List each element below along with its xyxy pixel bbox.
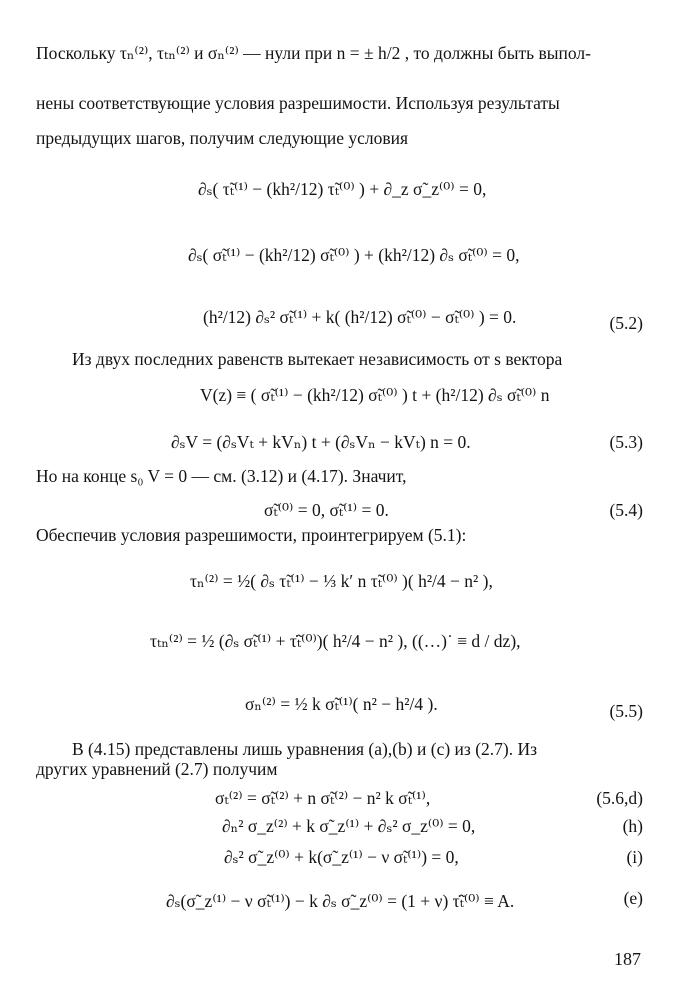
page-number: 187 — [614, 949, 641, 969]
equation-11: ∂ₙ² σ_z⁽²⁾ + k σ̃_z⁽¹⁾ + ∂ₛ² σ_z⁽⁰⁾ = 0, — [222, 816, 476, 836]
equation-9: σₙ⁽²⁾ = ½ k σ̃ₜ⁽¹⁾( n² − h²/4 ). — [245, 694, 438, 714]
paragraph-1-line-2: нены соответствующие условия разрешимости. Используя результаты — [36, 93, 560, 113]
equation-8: τₜₙ⁽²⁾ = ½ (∂ₛ σ̃ₜ⁽¹⁾ + τ̃̇ₜ⁽⁰⁾)( h²/4 − n² ), ((…)˙ ≡ d / dz), — [150, 631, 521, 651]
paragraph-5-line-2: других уравнений (2.7) получим — [36, 759, 278, 779]
equation-3: (h²/12) ∂ₛ² σ̃ₜ⁽¹⁾ + k( (h²/12) σ̃ₜ⁽⁰⁾ − σ̃ₜ⁽⁰⁾ ) = 0. — [203, 307, 517, 327]
paragraph-4: Обеспечив условия разрешимости, проинтегрируем (5.1): — [36, 525, 467, 545]
paragraph-5-line-1: В (4.15) представлены лишь уравнения (a),(b) и (c) из (2.7). Из — [72, 739, 538, 759]
equation-12: ∂ₛ² σ̃_z⁽⁰⁾ + k(σ̃_z⁽¹⁾ − ν σ̃ₜ⁽¹⁾) = 0, — [224, 847, 459, 867]
equation-2: ∂ₛ( σ̃ₜ⁽¹⁾ − (kh²/12) σ̃ₜ⁽⁰⁾ ) + (kh²/12) ∂ₛ σ̃ₜ⁽⁰⁾ = 0, — [188, 245, 520, 265]
paragraph-2: Из двух последних равенств вытекает независимость от s вектора — [72, 349, 563, 369]
equation-10: σₜ⁽²⁾ = σ̃ₜ⁽²⁾ + n σ̃ₜ⁽²⁾ − n² k σ̃ₜ⁽¹⁾, — [215, 788, 431, 808]
equation-number-5-5: (5.5) — [609, 701, 643, 721]
paragraph-1-line-3: предыдущих шагов, получим следующие условия — [36, 128, 409, 148]
equation-number-e: (e) — [623, 888, 643, 908]
equation-13: ∂ₛ(σ̃_z⁽¹⁾ − ν σ̃ₜ⁽¹⁾) − k ∂ₛ σ̃_z⁽⁰⁾ = (1 + ν) τ̃̇ₜ⁽⁰⁾ ≡ A. — [166, 891, 515, 911]
equation-7: τₙ⁽²⁾ = ½( ∂ₛ τ̃ₜ⁽¹⁾ − ⅓ k′ n τ̃ₜ⁽⁰⁾ )( h²/4 − n² ), — [190, 571, 493, 591]
equation-5: ∂ₛV = (∂ₛVₜ + kVₙ) t + (∂ₛVₙ − kVₜ) n = 0. — [171, 432, 471, 452]
equation-number-h: (h) — [622, 816, 643, 836]
equation-6: σ̃ₜ⁽⁰⁾ = 0, σ̃ₜ⁽¹⁾ = 0. — [264, 500, 389, 520]
equation-number-i: (i) — [626, 847, 643, 867]
equation-number-5-6-d: (5.6,d) — [596, 788, 643, 808]
equation-1: ∂ₛ( τ̃ₜ⁽¹⁾ − (kh²/12) τ̃ₜ⁽⁰⁾ ) + ∂_z σ̃_z⁽⁰⁾ = 0, — [198, 179, 487, 199]
equation-4: V(z) ≡ ( σ̃ₜ⁽¹⁾ − (kh²/12) σ̃ₜ⁽⁰⁾ ) t + (h²/12) ∂ₛ σ̃ₜ⁽⁰⁾ n — [200, 385, 550, 405]
equation-number-5-2: (5.2) — [609, 313, 643, 333]
paragraph-1-line-1: Поскольку τₙ⁽²⁾, τₜₙ⁽²⁾ и σₙ⁽²⁾ — нули при n = ± h/2 , то должны быть выпол- — [36, 43, 591, 63]
equation-number-5-3: (5.3) — [609, 432, 643, 452]
equation-number-5-4: (5.4) — [609, 500, 643, 520]
paragraph-3: Но на конце s₀ V = 0 — см. (3.12) и (4.17). Значит, — [36, 466, 407, 486]
